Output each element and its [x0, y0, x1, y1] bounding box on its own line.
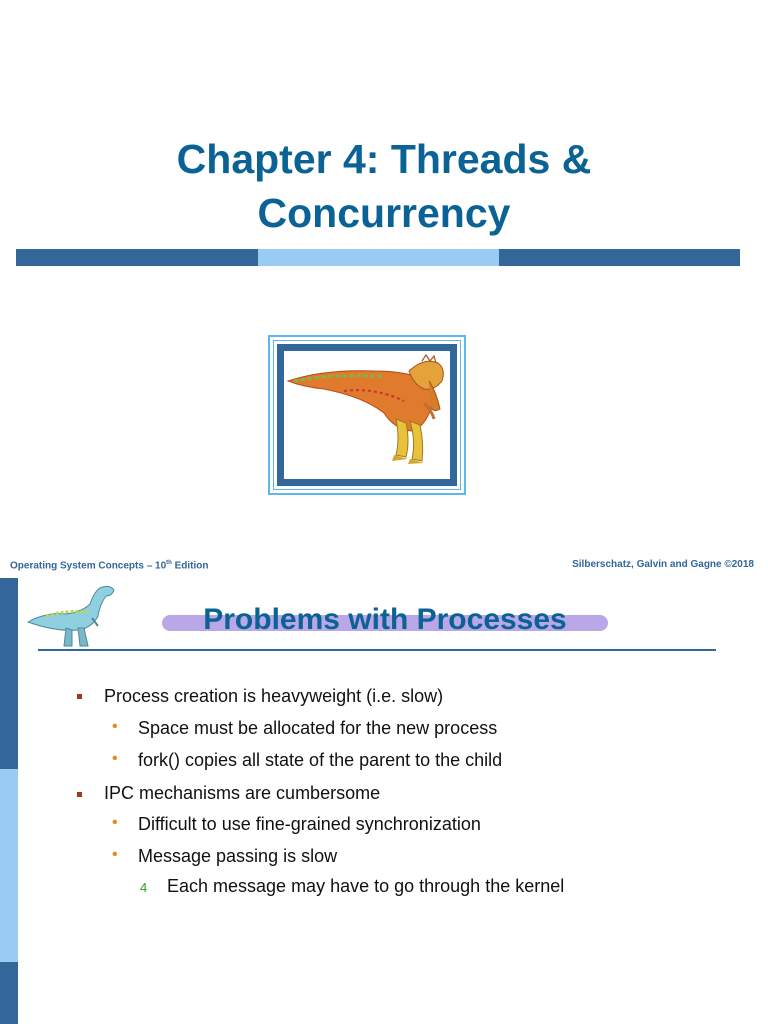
list-item: IPC mechanisms are cumbersome — [104, 783, 381, 803]
dot-bullet-icon: • — [112, 814, 118, 831]
title-bar-right — [499, 249, 740, 266]
side-stripe-top — [0, 578, 18, 769]
title-line-2: Concurrency — [257, 190, 511, 236]
dinosaur-frame — [268, 335, 466, 495]
content-slide — [0, 552, 768, 1024]
dot-bullet-icon: • — [112, 846, 118, 863]
footer-authors: Silberschatz, Galvin and Gagne ©2018 — [572, 559, 754, 570]
list-item: Process creation is heavyweight (i.e. slow) — [104, 686, 444, 706]
heading-rule — [38, 649, 716, 651]
slide-heading — [162, 600, 608, 640]
title-bar-left — [16, 249, 258, 266]
footer-book-title: Operating System Concepts – 10th Edition — [10, 560, 209, 572]
list-item: Space must be allocated for the new process — [138, 718, 498, 738]
list-item: Each message may have to go through the kernel — [167, 876, 565, 896]
square-bullet-icon — [77, 694, 82, 699]
title-bar-middle — [258, 249, 499, 266]
slide-title — [0, 132, 768, 240]
small-dinosaur-icon — [26, 582, 118, 650]
list-item: Difficult to use fine-grained synchronization — [138, 814, 481, 834]
list-item: fork() copies all state of the parent to the child — [138, 750, 503, 770]
dot-bullet-icon: • — [112, 750, 118, 767]
numbered-bullet-icon: 4 — [140, 880, 148, 895]
dot-bullet-icon: • — [112, 718, 118, 735]
title-line-1: Chapter 4: Threads & — [176, 136, 592, 182]
square-bullet-icon — [77, 792, 82, 797]
slide-heading-text: Problems with Processes — [203, 603, 567, 636]
side-stripe-bottom — [0, 962, 18, 1024]
side-stripe-middle — [0, 769, 18, 962]
list-item: Message passing is slow — [138, 846, 338, 866]
dinosaur-icon — [284, 351, 454, 479]
